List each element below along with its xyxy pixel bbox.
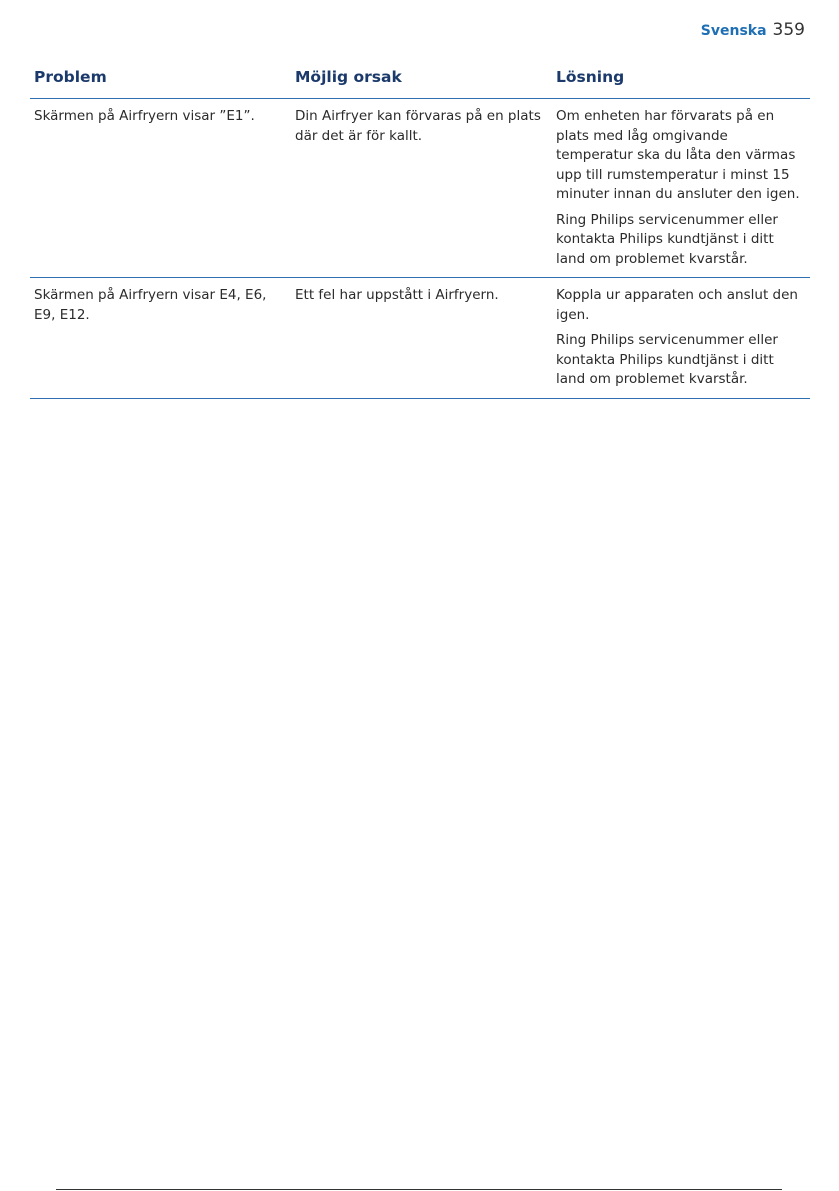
page-header — [701, 20, 805, 40]
problem-text: Skärmen på Airfryern visar ”E1”. — [34, 108, 255, 124]
table-row — [30, 278, 810, 399]
troubleshooting-table — [30, 66, 810, 399]
solution-cell — [552, 99, 810, 278]
table-row — [30, 99, 810, 278]
problem-text: Skärmen på Airfryern visar E4, E6, E9, E12. — [34, 287, 267, 323]
solution-text: Koppla ur apparaten och anslut den igen. — [556, 287, 798, 323]
solution-text: Ring Philips servicenummer eller kontakta Philips kundtjänst i ditt land om problemet kvarstår. — [556, 211, 778, 267]
footer-divider — [56, 1189, 782, 1190]
cause-cell — [291, 99, 552, 278]
cause-cell — [291, 278, 552, 399]
column-header-solution: Lösning — [552, 66, 810, 99]
solution-cell — [552, 278, 810, 399]
column-header-problem: Problem — [30, 66, 291, 99]
column-header-cause: Möjlig orsak — [291, 66, 552, 99]
section-language-label: Svenska — [700, 23, 767, 39]
page-number: 359 — [772, 20, 805, 40]
solution-text: Ring Philips servicenummer eller kontakta Philips kundtjänst i ditt land om problemet kvarstår. — [556, 332, 778, 387]
cause-text: Din Airfryer kan förvaras på en plats där det är för kallt. — [295, 108, 541, 144]
solution-text: Om enheten har förvarats på en plats med låg omgivande temperatur ska du låta den värmas upp till rumstemperatur i minst 15 minuter innan du ansluter den igen. — [556, 108, 800, 202]
problem-cell — [30, 278, 291, 399]
cause-text: Ett fel har uppstått i Airfryern. — [295, 287, 499, 303]
table-header-row — [30, 66, 810, 99]
table-header — [30, 66, 810, 99]
problem-cell — [30, 99, 291, 278]
table-body — [30, 99, 810, 399]
